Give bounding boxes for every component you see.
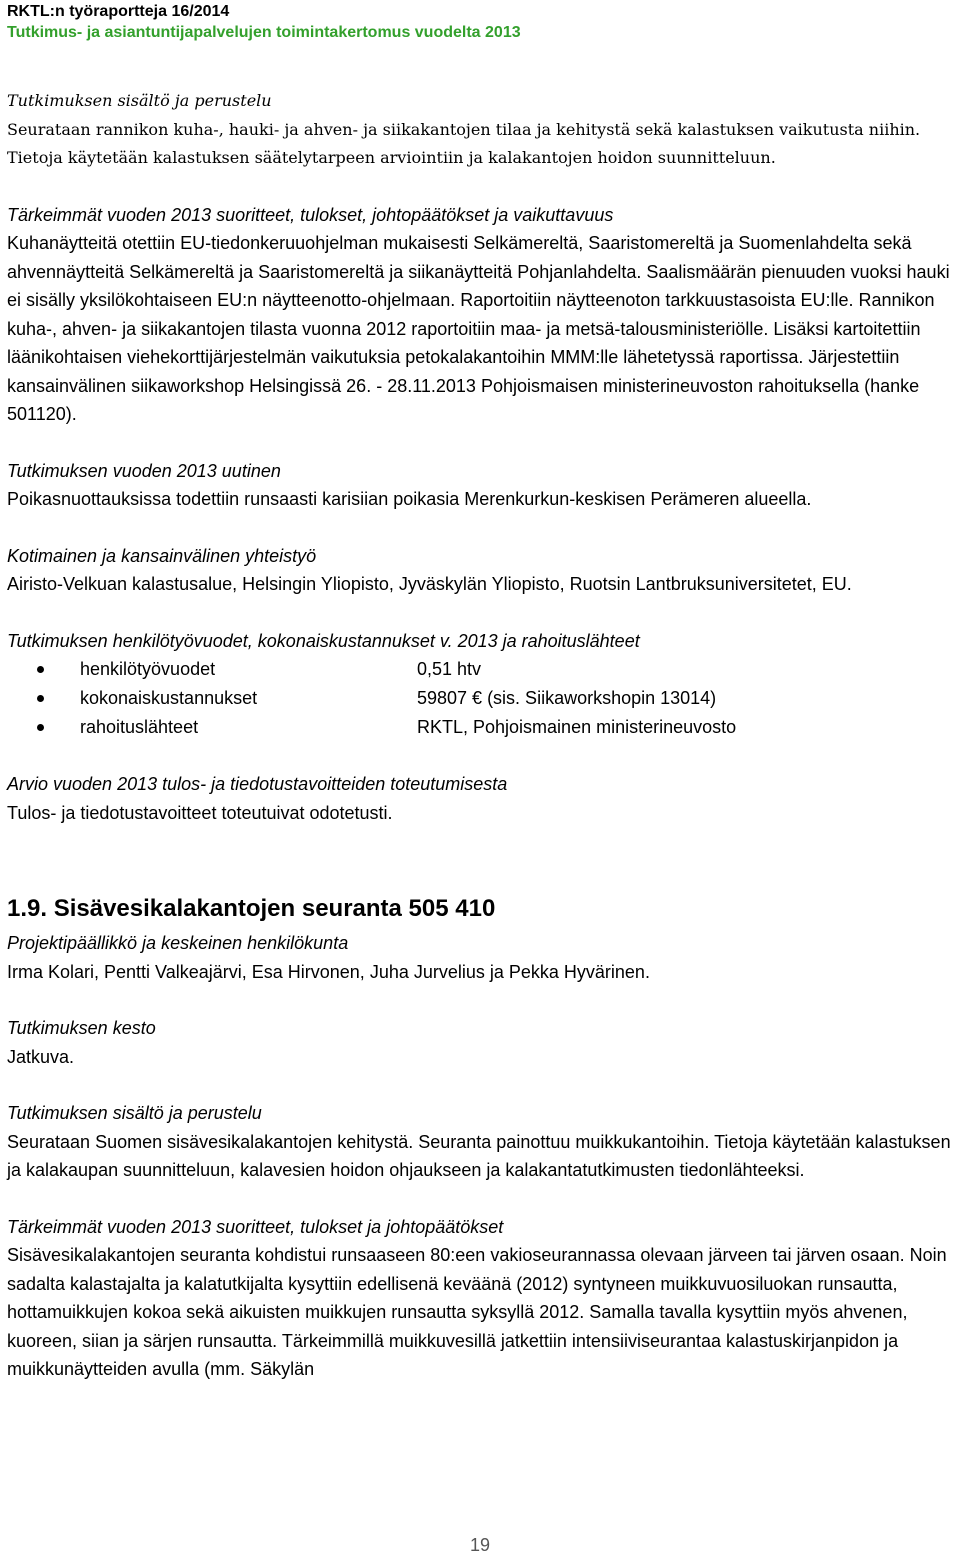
section-heading: Arvio vuoden 2013 tulos- ja tiedotustavoitteiden toteutumisesta [7, 774, 508, 794]
spacer [7, 1185, 953, 1213]
bullet-icon [37, 695, 44, 702]
section-body: Jatkuva. [7, 1046, 75, 1067]
section-heading: Kotimainen ja kansainvälinen yhteistyö [7, 545, 317, 566]
fact-value: 0,51 htv [417, 659, 482, 679]
fact-value: RKTL, Pohjoismainen ministerineuvosto [417, 717, 737, 737]
spacer [7, 599, 953, 627]
fact-label: rahoituslähteet [80, 717, 199, 737]
spacer [7, 742, 953, 770]
bullet-icon [37, 724, 44, 731]
list-item [7, 684, 953, 713]
inland-staff-section [7, 929, 953, 986]
section-heading: Tärkeimmät vuoden 2013 suoritteet, tulokset, johtopäätökset ja vaikuttavuus [7, 204, 614, 225]
section-body: Airisto-Velkuan kalastusalue, Helsingin Yliopisto, Jyväskylän Yliopisto, Ruotsin Lantbruksuniversitetet, EU. [7, 574, 852, 594]
inland-content-section [7, 1099, 953, 1185]
report-title: Tutkimus- ja asiantuntijapalvelujen toimintakertomus vuodelta 2013 [7, 24, 521, 41]
resources-list [7, 655, 953, 742]
section-heading: Tutkimuksen vuoden 2013 uutinen [7, 460, 281, 481]
inland-results-section [7, 1213, 953, 1384]
coastal-results-section [7, 201, 953, 429]
coastal-project-intro [7, 87, 953, 173]
list-item [7, 655, 953, 684]
section-body: Kuhanäytteitä otettiin EU-tiedonkeruuohjelman mukaisesti Selkämereltä, Saaristomereltä ja Suomenlahdelta sekä ahvennäytteitä Selkämereltä ja Saaristomereltä ja siikanäytteitä Pohjanlahdelta. Saalismäärän pienuuden vuoksi hauki ei sisälly yksilökohtaiseen EU:n näytteenotto-ohjelmaan. Raportoitiin näytteenoton tarkkuustasoista EU:lle. Rannikon kuha-, ahven- ja siikakantojen tilasta vuonna 2012 raportoitiin maa- ja metsä-talousministeriölle. Lisäksi kartoitettiin läänikohtaisen viehekorttijärjestelmän vaikutuksia petokalakantoihin MMM:lle lähetetyssä raportissa. Järjestettiin kansainvälinen siikaworkshop Helsingissä 26. - 28.11.2013 Pohjoismaisen ministerineuvoston rahoituksella (hanke 501120). [7, 233, 950, 424]
section-body: Irma Kolari, Pentti Valkeajärvi, Esa Hirvonen, Juha Jurvelius ja Pekka Hyvärinen. [7, 961, 650, 982]
spacer [7, 173, 953, 201]
bullet-icon [37, 666, 44, 673]
page-header [7, 2, 947, 44]
fact-label: kokonaiskustannukset [80, 688, 258, 708]
page-content [7, 87, 953, 1384]
coastal-assessment-section [7, 770, 953, 827]
section-heading: Tärkeimmät vuoden 2013 suoritteet, tulokset ja johtopäätökset [7, 1216, 504, 1237]
coastal-news-section [7, 457, 953, 514]
section-heading: Tutkimuksen henkilötyövuodet, kokonaiskustannukset v. 2013 ja rahoituslähteet [7, 630, 640, 651]
spacer [7, 429, 953, 457]
section-body: Sisävesikalakantojen seuranta kohdistui runsaaseen 80:een vakioseurannassa olevaan järveen tai järven osaan. Noin sadalta kalastajalta ja kalatutkijalta kysyttiin edellisenä keväänä (2012) syntyneen muikkuvuosiluokan runsautta, hottamuikkujen kokoa sekä aikuisten muikkujen runsautta syksyllä 2012. Samalla tavalla kysyttiin myös ahvenen, kuoreen, siian ja särjen runsautta. Tärkeimmillä muikkuvesillä jatkettiin intensiiviseurantaa kalastuskirjanpidon ja muikkunäytteiden avulla (mm. Säkylän [7, 1245, 947, 1379]
section-body: Tulos- ja tiedotustavoitteet toteutuivat odotetusti. [7, 802, 393, 823]
inland-duration-section [7, 1014, 953, 1071]
section-heading: Tutkimuksen sisältö ja perustelu [7, 1103, 262, 1123]
fact-label: henkilötyövuodet [80, 659, 216, 679]
section-heading: Tutkimuksen sisältö ja perustelu [7, 91, 272, 110]
list-item [7, 713, 953, 742]
section-heading: Tutkimuksen kesto [7, 1018, 156, 1038]
section-body: Seurataan rannikon kuha-, hauki- ja ahven- ja siikakantojen tilaa ja kehitystä sekä kalastuksen vaikutusta niihin. Tietoja käytetään kalastuksen säätelytarpeen arviointiin ja kalakantojen hoidon suunnitteluun. [7, 119, 921, 167]
section-title: 1.9. Sisävesikalakantojen seuranta 505 410 [7, 895, 496, 922]
page-number: 19 [469, 1535, 491, 1555]
section-body: Poikasnuottauksissa todettiin runsaasti karisiian poikasia Merenkurkun-keskisen Perämeren alueella. [7, 489, 812, 509]
coastal-cooperation-section [7, 542, 953, 599]
coastal-resources-section [7, 627, 953, 743]
spacer [7, 986, 953, 1014]
spacer [7, 514, 953, 542]
spacer [7, 1071, 953, 1099]
section-body: Seurataan Suomen sisävesikalakantojen kehitystä. Seuranta painottuu muikkukantoihin. Tietoja käytetään kalastuksen ja kalakaupan suunnitteluun, kalavesien hoidon ohjaukseen ja kalakantatutkimusten tiedonlähteeksi. [7, 1131, 951, 1180]
spacer [7, 827, 953, 889]
fact-value: 59807 € (sis. Siikaworkshopin 13014) [417, 688, 717, 708]
section-heading: Projektipäällikkö ja keskeinen henkilökunta [7, 933, 349, 953]
report-series-title: RKTL:n työraportteja 16/2014 [7, 3, 230, 20]
